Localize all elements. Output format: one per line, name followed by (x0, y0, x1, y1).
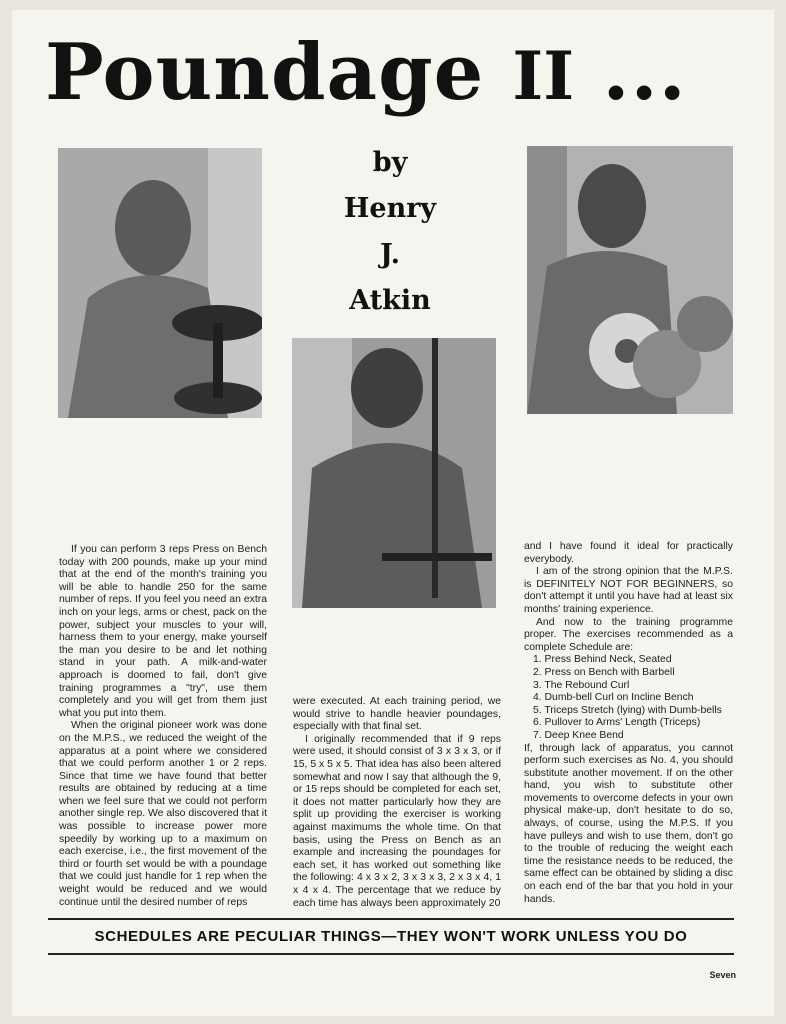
exercise-item: 7. Deep Knee Bend (533, 729, 624, 741)
byline-last-name: Atkin (349, 285, 431, 316)
paragraph: If, through lack of apparatus, you cannot perform such exercises as No. 4, you should substitute another movement. If on the other hand, you wish to substitute other movements to overcome defects in your own physical make-up, don't hesitate to do so, always, of course, using the M.P.S. If you have pulleys and wish to use them, don't go to the trouble of reducing the weight each time the resistance needs to be reduced, the same effect can be obtained by sliding a disc on each end of the bar that you hold in your hands. (524, 742, 733, 905)
photo-barbell-curl-center (292, 338, 496, 608)
paragraph: were executed. At each training period, we would strive to handle heavier poundages, especially with that final set. (293, 696, 501, 733)
paragraph: I am of the strong opinion that the M.P.S. is DEFINITELY NOT FOR BEGINNERS, so don't attempt it until you have had at least six months' training experience. (524, 566, 733, 615)
exercise-item: 4. Dumb-bell Curl on Incline Bench (533, 692, 694, 704)
byline (300, 140, 480, 324)
article-column-2 (293, 696, 501, 910)
title-text: Poundage (45, 27, 485, 118)
byline-by: by (372, 147, 408, 178)
paragraph: If you can perform 3 reps Press on Bench today with 200 pounds, make up your mind that at the end of the month's training you will be able to handle 250 for the same number of reps. If you feel you need an extra inch on your legs, arms or chest, pack on the power, subject your muscles to your will, harness them to your energy, make yourself the man you desire to be and let nothing stand in your path. A milk-and-water approach is doomed to fail, don't give training programmes a "try", use them completely and you will get from them just what you put into them. (59, 544, 267, 719)
exercise-item: 6. Pullover to Arms' Length (Triceps) (533, 717, 701, 729)
paragraph: When the original pioneer work was done on the M.P.S., we reduced the weight of the apparatus at a point where we considered that we could perform another 1 or 2 reps. Since that time we have found that better results are obtained by reducing at a time when we feel sure that we could not perform another single rep. We also discovered that it was possible to increase power more speedily by working up to a maximum on each exercise, i.e., the first movement of the third or fourth set would be with a poundage that we could just handle for 1 rep when the weight would be reduced and we would continue until the desired number of reps (59, 720, 267, 908)
exercise-list (524, 654, 733, 742)
footer-slogan: SCHEDULES ARE PECULIAR THINGS—THEY WON'T WORK UNLESS YOU DO (94, 928, 688, 945)
page-number: Seven (709, 970, 736, 980)
exercise-item: 2. Press on Bench with Barbell (533, 666, 675, 678)
byline-initial: J. (379, 239, 401, 270)
paragraph: And now to the training programme proper. The exercises recommended as a complete Schedule are: (524, 616, 733, 653)
exercise-item: 3. The Rebound Curl (533, 679, 630, 691)
paragraph: I originally recommended that if 9 reps were used, it should consist of 3 x 3 x 3, or if 15, 5 x 5 x 5. That idea has also been altered somewhat and now I say that although the 9, or 15 reps should be completed for each set, it does not matter particularly how they are split up providing the exerciser is working against maximums the whole time. On that basis, using the Press on Bench as an example and increasing the poundages for each set, it has worked out something like the following: 4 x 3 x 2, 3 x 3 x 3, 2 x 3 x 4, 1 x 4 x 4. The percentage that we reduce by each time has always been approximately 20 (293, 733, 501, 909)
exercise-item: 5. Triceps Stretch (lying) with Dumb-bells (533, 704, 722, 716)
title-numeral: II (512, 37, 575, 115)
article-column-3 (524, 541, 733, 906)
photo-dumbbell-curl-left (58, 148, 262, 418)
title-ellipsis: ... (602, 27, 687, 118)
footer-rule-bottom (48, 953, 734, 955)
article-title (45, 27, 745, 118)
paragraph: and I have found it ideal for practically everybody. (524, 541, 733, 565)
exercise-item: 1. Press Behind Neck, Seated (533, 654, 672, 666)
footer-rule-top (48, 918, 734, 920)
article-column-1 (59, 544, 267, 909)
photo-barbell-curl-right (527, 146, 733, 414)
byline-first-name: Henry (343, 193, 437, 224)
